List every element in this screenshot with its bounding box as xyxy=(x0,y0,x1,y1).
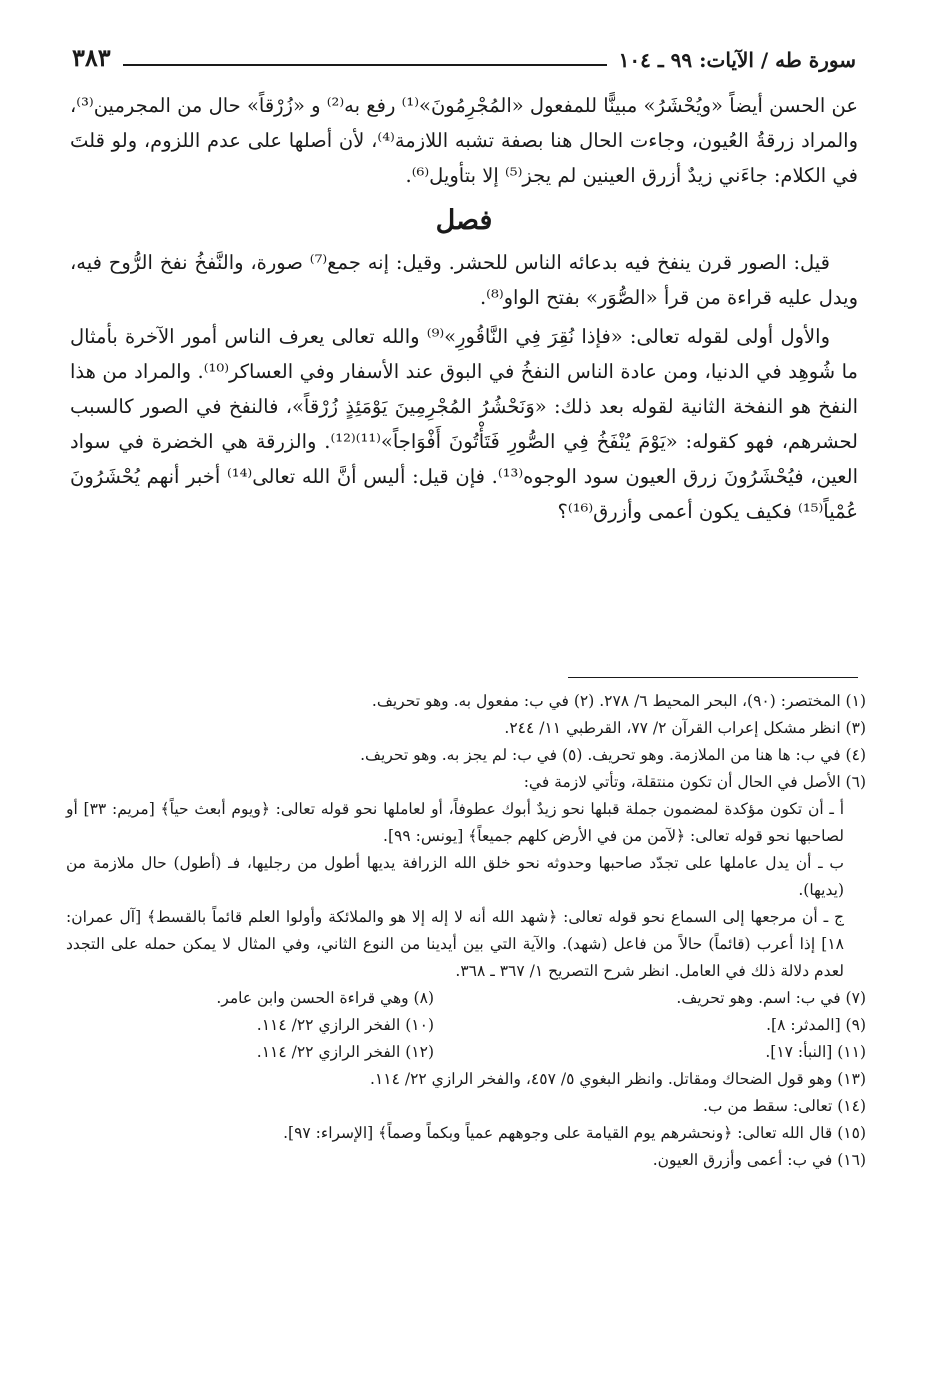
surah-title: سورة طه / الآيات: ٩٩ ـ ١٠٤ xyxy=(618,48,856,72)
footnote-12: (١٢) الفخر الرازي ٢٢/ ١١٤. xyxy=(256,1043,434,1061)
paragraph-3: والأول أولى لقوله تعالى: «فإذا نُقِرَ فِي النَّاقُورِ»⁽⁹⁾ والله تعالى يعرف الناس أمور الآخرة بأمثال ما شُوهِد في الدنيا، ومن عادة الناس النفخُ في البوق عند الأسفار وفي العساكر⁽¹⁰⁾. والمراد من هذا النفخ هو النفخة الثانية لقوله بعد ذلك: «وَنَحْشُرُ المُجْرِمِينَ يَوْمَئِذٍ زُرْقاً»، فالنفخ في الصور كالسبب لحشرهم، فهو كقوله: «يَوْمَ يُنْفَخُ فِي الصُّورِ فَتَأْتُونَ أَفْوَاجاً»⁽¹¹⁾⁽¹²⁾. والزرقة هي الخضرة في سواد العين، فيُحْشَرُونَ زرق العيون سود الوجوه⁽¹³⁾. فإن قيل: أليس أنَّ الله تعالى⁽¹⁴⁾ أخبر أنهم يُحْشَرُونَ عُمْياً⁽¹⁵⁾ فكيف يكون أعمى وأزرق⁽¹⁶⁾؟ xyxy=(70,325,859,523)
footnote-13: (١٣) وهو قول الضحاك ومقاتل. وانظر البغوي ٥/ ٤٥٧، والفخر الرازي ٢٢/ ١١٤. xyxy=(369,1070,866,1088)
footnote-10: (١٠) الفخر الرازي ٢٢/ ١١٤. xyxy=(256,1016,434,1034)
footnotes xyxy=(66,688,866,1174)
section-title: فصل xyxy=(435,205,493,236)
footnote-separator xyxy=(568,677,858,678)
footnote-16: (١٦) في ب: أعمى وأزرق العيون. xyxy=(652,1151,866,1169)
footnote-7: (٧) في ب: اسم. وهو تحريف. xyxy=(676,989,866,1007)
footnote-15: (١٥) قال الله تعالى: ﴿ونحشرهم يوم القيامة على وجوههم عمياً وبكماً وصماً﴾ [الإسراء: ٩٧]. xyxy=(283,1124,866,1142)
paragraph-2: قيل: الصور قرن ينفخ فيه بدعائه الناس للحشر. وقيل: إنه جمع⁽⁷⁾ صورة، والنَّفخُ نفخ الرُّوح فيه، ويدل عليه قراءة من قرأ «الصُّوَر» بفتح الواو⁽⁸⁾. xyxy=(70,251,858,309)
footnote-6-c: ج ـ أن مرجعها إلى السماع نحو قوله تعالى: ﴿شهد الله أنه لا إله إلا هو والملائكة وأولوا العلم قائماً بالقسط﴾ [آل عمران: ١٨] إذا أعرب (قائماً) حالاً من فاعل (شهد). والآية التي بين أيدينا من النوع الثاني، وفي المثال لا يمكن حمله على التجدد لعدم دلالة ذلك في العامل. انظر شرح التصريح ١/ ٣٦٧ ـ ٣٦٨. xyxy=(66,908,844,980)
footnote-6-b: ب ـ أن يدل عاملها على تجدّد صاحبها وحدوثه نحو خلق الله الزرافة يديها أطول من رجليها، فـ (أطول) حال ملازمة من (يديها). xyxy=(66,854,844,899)
footnote-row-7-8 xyxy=(66,985,866,1012)
footnote-8: (٨) وهي قراءة الحسن وابن عامر. xyxy=(216,989,434,1007)
paragraph-1: عن الحسن أيضاً «ويُحْشَرُ» مبينًّا للمفعول «المُجْرِمُونَ»⁽¹⁾ رفع به⁽²⁾ و «زُرْقاً» حال من المجرمين⁽³⁾، والمراد زرقةُ العُيون، وجاءت الحال هنا بصفة تشبه اللازمة⁽⁴⁾، لأن أصلها على عدم اللزوم، ولو قلتَ في الكلام: جاءَني زيدٌ أزرق العينين لم يجز⁽⁵⁾ إلا بتأويل⁽⁶⁾. xyxy=(70,94,859,187)
footnote-row-9-10 xyxy=(66,1012,866,1039)
footnote-11: (١١) [النبأ: ١٧]. xyxy=(765,1043,866,1061)
footnote-4-5: (٤) في ب: ها هنا من الملازمة. وهو تحريف. (٥) في ب: لم يجز به. وهو تحريف. xyxy=(360,746,866,764)
footnote-9: (٩) [المدثر: ٨]. xyxy=(766,1016,866,1034)
footnote-14: (١٤) تعالى: سقط من ب. xyxy=(702,1097,866,1115)
footnote-1-2: (١) المختصر: (٩٠)، البحر المحيط ٦/ ٢٧٨. (٢) في ب: مفعول به. وهو تحريف. xyxy=(371,692,866,710)
page-number: ٣٨٣ xyxy=(72,43,111,72)
main-text xyxy=(70,88,858,529)
running-head xyxy=(72,38,856,72)
footnote-6: (٦) الأصل في الحال أن تكون منتقلة، وتأتي لازمة في: xyxy=(523,773,866,791)
footnote-6-a: أ ـ أن تكون مؤكدة لمضمون جملة قبلها نحو زيدٌ أبوك عطوفاً، أو لعاملها نحو قوله تعالى: ﴿ويوم أبعث حياً﴾ [مريم: ٣٣] أو لصاحبها نحو قوله تعالى: ﴿لآمن من في الأرض كلهم جميعاً﴾ [يونس: ٩٩]. xyxy=(66,800,845,845)
footnote-row-11-12 xyxy=(66,1039,866,1066)
header-rule xyxy=(123,64,607,66)
footnote-3: (٣) انظر مشكل إعراب القرآن ٢/ ٧٧، القرطبي ١١/ ٢٤٤. xyxy=(504,719,866,737)
